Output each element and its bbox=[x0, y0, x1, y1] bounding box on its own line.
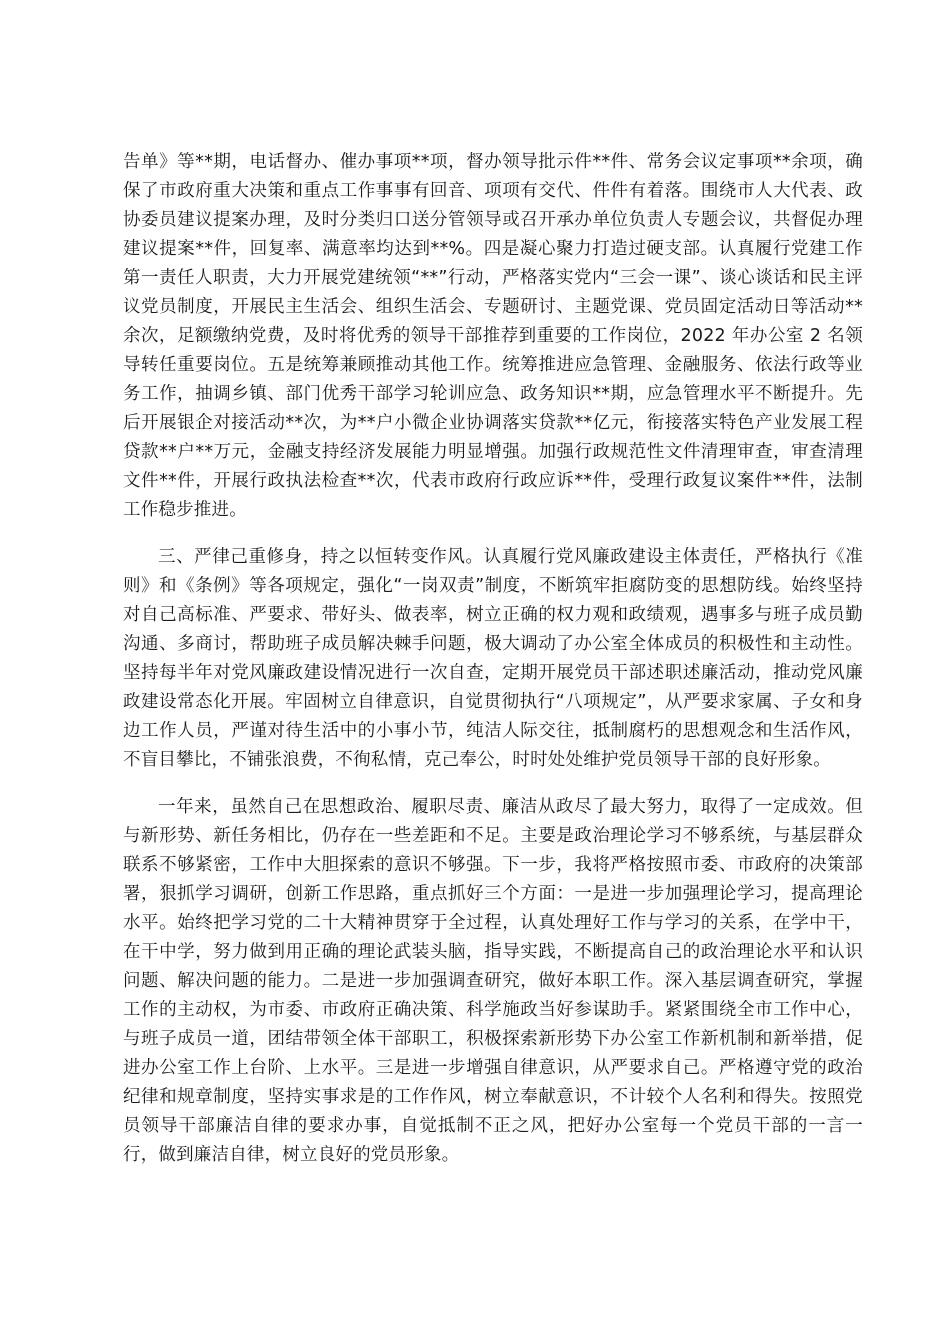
paragraph-section-three: 三、严律己重修身，持之以恒转变作风。认真履行党风廉政建设主体责任，严格执行《准则》和《条例》等各项规定，强化“一岗双责”制度，不断筑牢拒腐防变的思想防线。始终坚持对自己高标准、严要求、带好头、做表率，树立正确的权力观和政绩观，遇事多与班子成员勤沟通、多商讨，帮助班子成员解决棘手问题，极大调动了办公室全体成员的积极性和主动性。坚持每半年对党风廉政建设情况进行一次自查，定期开展党员干部述职述廉活动，推动党风廉政建设常态化开展。牢固树立自律意识，自觉贯彻执行“八项规定”，从严要求家属、子女和身边工作人员，严谨对待生活中的小事小节，纯洁人际交往，抵制腐朽的思想观念和生活作风，不盲目攀比，不铺张浪费，不徇私情，克己奉公，时时处处维护党员领导干部的良好形象。 bbox=[123, 547, 863, 770]
paragraph-continuation: 告单》等**期，电话督办、催办事项**项，督办领导批示件**件、常务会议定事项**余项，确保了市政府重大决策和重点工作事事有回音、项项有交代、件件有着落。围绕市人大代表、政协委员建议提案办理，及时分类归口送分管领导或召开承办单位负责人专题会议，共督促办理建议提案**件，回复率、满意率均达到**%。四是凝心聚力打造过硬支部。认真履行党建工作第一责任人职责，大力开展党建统领“**”行动，严格落实党内“三会一课”、谈心谈话和民主评议党员制度，开展民主生活会、组织生活会、专题研讨、主题党课、党员固定活动日等活动**余次，足额缴纳党费，及时将优秀的领导干部推荐到重要的工作岗位，2022 年办公室 2 名领导转任重要岗位。五是统筹兼顾推动其他工作。统筹推进应急管理、金融服务、依法行政等业务工作，抽调乡镇、部门优秀干部学习轮训应急、政务知识**期，应急管理水平不断提升。先后开展银企对接活动**次，为**户小微企业协调落实贷款**亿元，衔接落实特色产业发展工程贷款**户**万元，金融支持经济发展能力明显增强。加强行政规范性文件清理审查，审查清理文件**件，开展行政执法检查**次，代表市政府行政应诉**件，受理行政复议案件**件，法制工作稳步推进。 bbox=[123, 152, 863, 520]
document-page bbox=[123, 148, 863, 1188]
paragraph-summary: 一年来，虽然自己在思想政治、履职尽责、廉洁从政尽了最大努力，取得了一定成效。但与新形势、新任务相比，仍存在一些差距和不足。主要是政治理论学习不够系统，与基层群众联系不够紧密，工作中大胆探索的意识不够强。下一步，我将严格按照市委、市政府的决策部署，狠抓学习调研，创新工作思路，重点抓好三个方面：一是进一步加强理论学习，提高理论水平。始终把学习党的二十大精神贯穿于全过程，认真处理好工作与学习的关系，在学中干，在干中学，努力做到用正确的理论武装头脑，指导实践，不断提高自己的政治理论水平和认识问题、解决问题的能力。二是进一步加强调查研究，做好本职工作。深入基层调查研究，掌握工作的主动权，为市委、市政府正确决策、科学施政当好参谋助手。紧紧围绕全市工作中心，与班子成员一道，团结带领全体干部职工，积极探索新形势下办公室工作新机制和新举措，促进办公室工作上台阶、上水平。三是进一步增强自律意识，从严要求自己。严格遵守党的政治纪律和规章制度，坚持实事求是的工作作风，树立奉献意识，不计较个人名利和得失。按照党员领导干部廉洁自律的要求办事，自觉抵制不正之风，把好办公室每一个党员干部的一言一行，做到廉洁自律，树立良好的党员形象。 bbox=[123, 797, 863, 1165]
